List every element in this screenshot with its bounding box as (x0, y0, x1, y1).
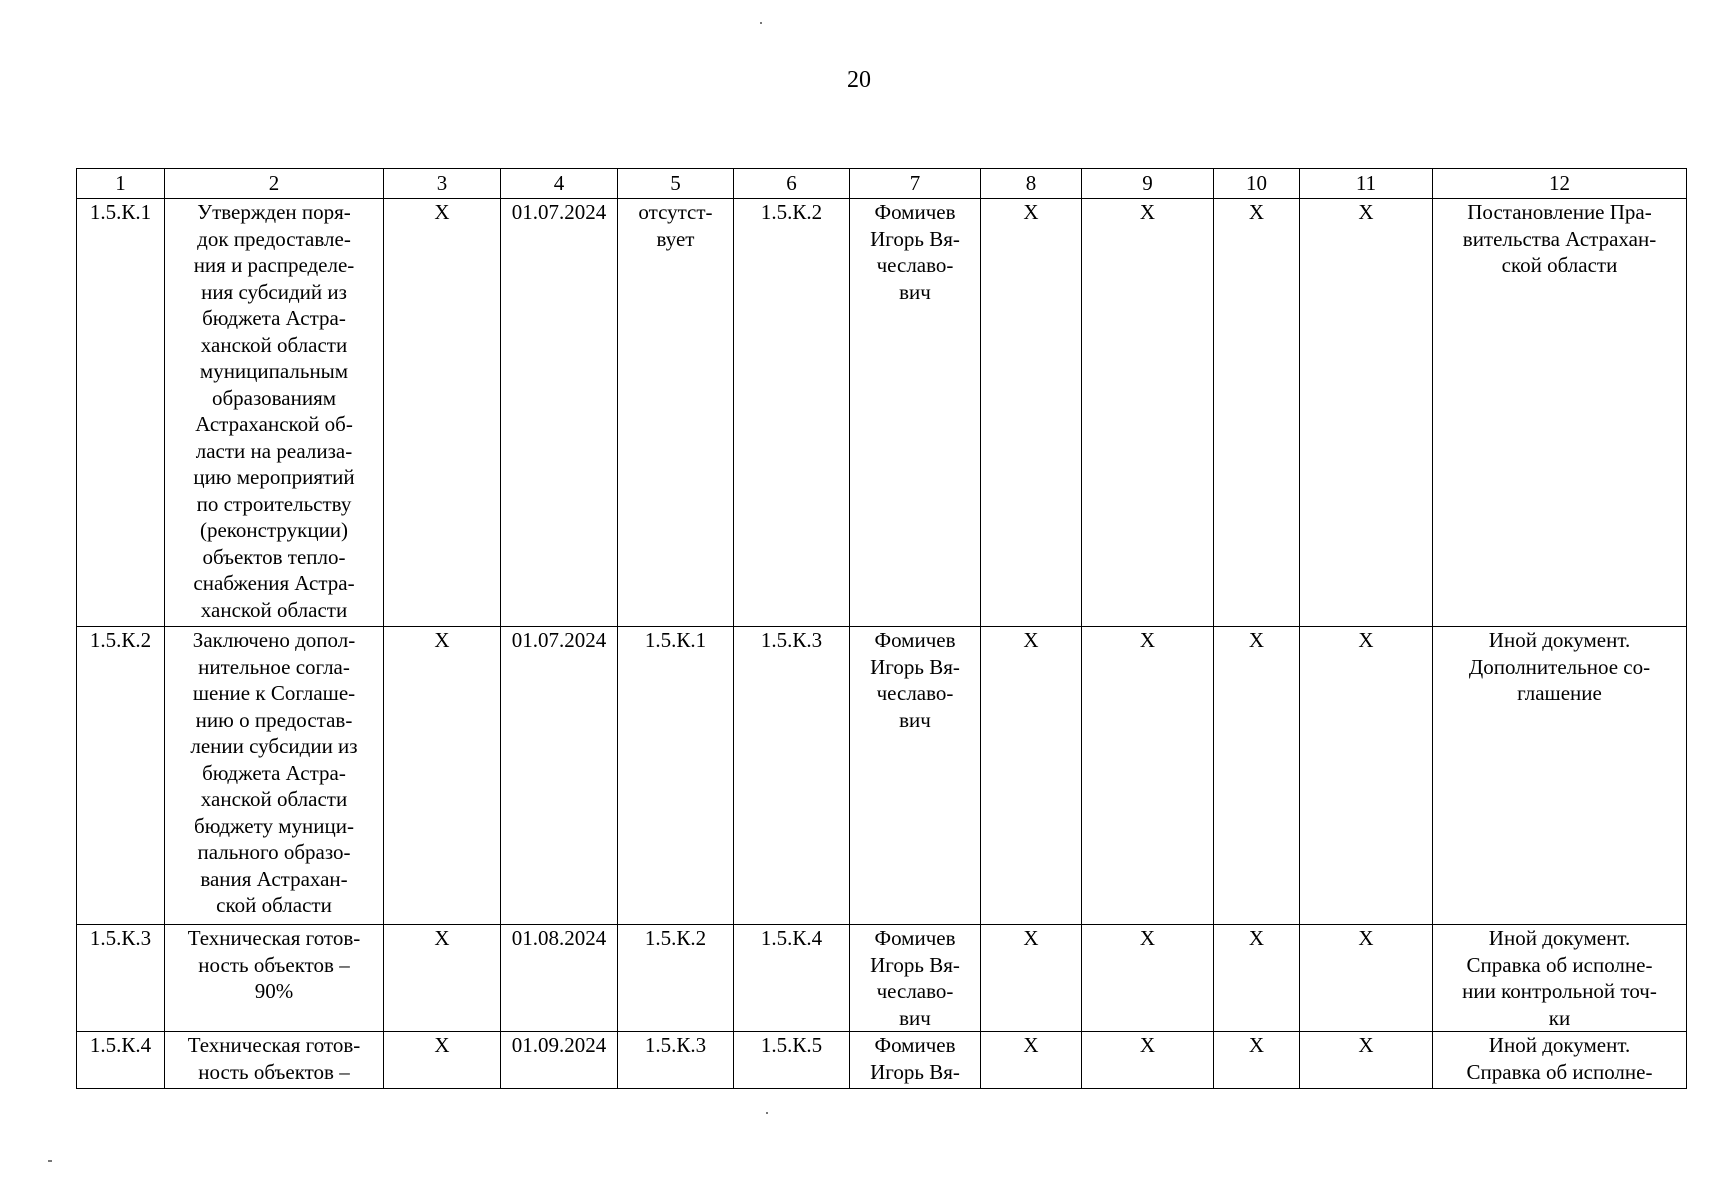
date-cell: 01.07.2024 (501, 199, 618, 627)
column-number: 10 (1214, 169, 1300, 199)
control-point-id: 1.5.К.4 (77, 1032, 165, 1089)
column-number: 12 (1433, 169, 1687, 199)
mark-cell: X (1082, 627, 1214, 925)
column-number: 6 (734, 169, 850, 199)
mark-cell: X (1300, 199, 1433, 627)
responsible-cell: Фомичев Игорь Вя- чеславо- вич (850, 199, 981, 627)
table-row (77, 199, 1687, 627)
control-point-id: 1.5.К.2 (77, 627, 165, 925)
document-cell: Постановление Пра- вительства Астрахан- ской области (1433, 199, 1687, 627)
column-number: 9 (1082, 169, 1214, 199)
mark-cell: X (1082, 199, 1214, 627)
mark-cell: X (1300, 627, 1433, 925)
mark-cell: X (981, 925, 1082, 1032)
column-number: 3 (384, 169, 501, 199)
column-number: 4 (501, 169, 618, 199)
column-number: 5 (618, 169, 734, 199)
successor-cell: 1.5.К.4 (734, 925, 850, 1032)
predecessor-cell: отсутст- вует (618, 199, 734, 627)
successor-cell: 1.5.К.2 (734, 199, 850, 627)
document-cell: Иной документ. Справка об исполне- нии контрольной точ- ки (1433, 925, 1687, 1032)
mark-cell: X (1300, 1032, 1433, 1089)
successor-cell: 1.5.К.5 (734, 1032, 850, 1089)
table-row (77, 1032, 1687, 1089)
column-number: 7 (850, 169, 981, 199)
scan-speck (48, 1160, 52, 1162)
mark-cell: X (1082, 1032, 1214, 1089)
control-point-id: 1.5.К.3 (77, 925, 165, 1032)
mark-cell: X (1214, 1032, 1300, 1089)
mark-cell: X (384, 199, 501, 627)
mark-cell: X (1082, 925, 1214, 1032)
mark-cell: X (1300, 925, 1433, 1032)
predecessor-cell: 1.5.К.3 (618, 1032, 734, 1089)
date-cell: 01.07.2024 (501, 627, 618, 925)
control-points-table (76, 168, 1687, 1089)
date-cell: 01.09.2024 (501, 1032, 618, 1089)
mark-cell: X (384, 627, 501, 925)
mark-cell: X (1214, 925, 1300, 1032)
page-number: 20 (847, 67, 871, 93)
column-number: 11 (1300, 169, 1433, 199)
table-row (77, 627, 1687, 925)
mark-cell: X (981, 1032, 1082, 1089)
column-number-row (77, 169, 1687, 199)
scan-speck (766, 1112, 768, 1114)
control-point-description: Техническая готов- ность объектов – (165, 1032, 384, 1089)
control-point-description: Утвержден поря- док предоставле- ния и распределе- ния субсидий из бюджета Астра- ханской области муниципальным образованиям Астраханской об- ласти на реализа- цию мероприятий по строительству (реконструкции) объектов тепло- снабжения Астра- ханской области (165, 199, 384, 627)
mark-cell: X (384, 1032, 501, 1089)
predecessor-cell: 1.5.К.1 (618, 627, 734, 925)
mark-cell: X (981, 199, 1082, 627)
responsible-cell: Фомичев Игорь Вя- (850, 1032, 981, 1089)
date-cell: 01.08.2024 (501, 925, 618, 1032)
scan-speck (760, 22, 762, 24)
successor-cell: 1.5.К.3 (734, 627, 850, 925)
responsible-cell: Фомичев Игорь Вя- чеславо- вич (850, 627, 981, 925)
control-point-description: Заключено допол- нительное согла- шение к Соглаше- нию о предостав- лении субсидии из бюджета Астра- ханской области бюджету муници- пального образо- вания Астрахан- ской области (165, 627, 384, 925)
column-number: 1 (77, 169, 165, 199)
predecessor-cell: 1.5.К.2 (618, 925, 734, 1032)
control-point-id: 1.5.К.1 (77, 199, 165, 627)
control-point-description: Техническая готов- ность объектов – 90% (165, 925, 384, 1032)
document-cell: Иной документ. Дополнительное со- глашение (1433, 627, 1687, 925)
mark-cell: X (1214, 627, 1300, 925)
mark-cell: X (1214, 199, 1300, 627)
mark-cell: X (981, 627, 1082, 925)
column-number: 8 (981, 169, 1082, 199)
column-number: 2 (165, 169, 384, 199)
document-cell: Иной документ. Справка об исполне- (1433, 1032, 1687, 1089)
responsible-cell: Фомичев Игорь Вя- чеславо- вич (850, 925, 981, 1032)
table-row (77, 925, 1687, 1032)
mark-cell: X (384, 925, 501, 1032)
